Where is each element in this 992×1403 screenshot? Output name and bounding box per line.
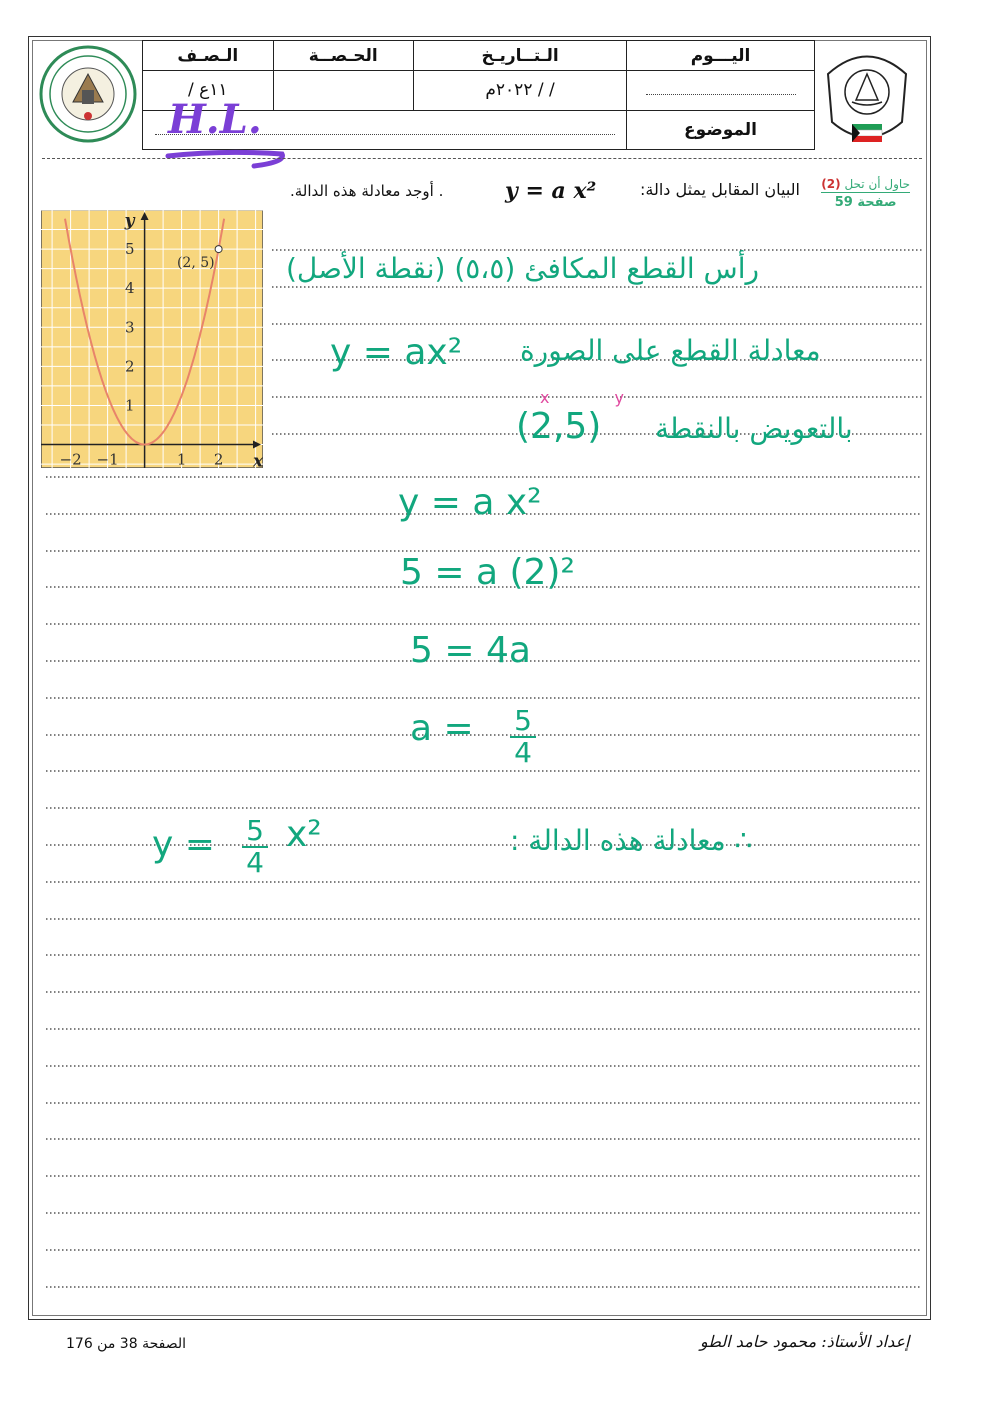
hw-step-4-denominator: 4 xyxy=(514,736,532,769)
y-tick-label: 2 xyxy=(125,357,135,376)
school-logo xyxy=(38,44,138,144)
hw-step-2: 5 = a (2)² xyxy=(400,552,575,593)
class-value[interactable]: ١١ع / xyxy=(143,71,274,110)
author-credit: إعداد الأستاذ: محمود حامد الطو xyxy=(700,1332,910,1351)
problem-statement xyxy=(290,176,920,216)
hw-line-form-text: معادلة القطع على الصورة xyxy=(520,334,821,367)
state-emblem xyxy=(818,44,916,152)
hw-line-vertex: رأس القطع المكافئ (٥،٥) (نقطة الأصل) xyxy=(286,252,760,285)
hw-final-numerator: 5 xyxy=(246,814,264,847)
hw-step-3: 5 = 4a xyxy=(410,630,531,671)
page-reference: صفحة 59 xyxy=(821,192,910,211)
day-value[interactable] xyxy=(627,71,815,110)
hw-line-form-eq: y = ax² xyxy=(330,332,463,373)
topic-label: الموضوع xyxy=(627,110,815,149)
y-tick-label: 5 xyxy=(125,240,135,259)
class-label: الـصـف xyxy=(143,41,274,71)
parabola-graph xyxy=(41,210,263,468)
page-number: الصفحة 38 من 176 xyxy=(66,1336,186,1352)
highlight-point xyxy=(215,246,222,253)
hw-step-4-numerator: 5 xyxy=(514,704,532,737)
hw-step-4-lhs: a = xyxy=(410,708,474,749)
y-tick-label: 1 xyxy=(125,396,135,415)
hw-final-lhs: y = xyxy=(152,824,215,865)
x-tick-label: 1 xyxy=(176,450,187,468)
try-number: (2) xyxy=(821,177,841,191)
x-axis-label: x xyxy=(253,451,263,468)
hw-step-1: y = a x² xyxy=(398,482,542,523)
hw-line-substitute-point: (2,5) xyxy=(516,406,602,447)
x-tick-label: −1 xyxy=(96,450,119,468)
x-tick-label: −2 xyxy=(59,450,82,468)
equation: y = a x² xyxy=(505,178,597,204)
y-tick-label: 3 xyxy=(125,318,135,337)
date-label: الـتــاريـخ xyxy=(414,41,627,71)
hw-line-substitute-text: بالتعويض بالنقطة xyxy=(655,412,853,445)
try-text: حاول أن تحل xyxy=(844,177,910,191)
hw-final-text: ∴ معادلة هذه الدالة : xyxy=(510,824,753,857)
hw-step-4-fraction xyxy=(508,706,538,768)
day-label: اليـــوم xyxy=(627,41,815,71)
hol-underline xyxy=(164,146,288,172)
y-tick-label: 4 xyxy=(125,279,135,298)
instruction-text: . أوجد معادلة هذه الدالة. xyxy=(290,182,444,200)
period-label: الحـصــة xyxy=(273,41,414,71)
x-tick-label: 2 xyxy=(213,450,224,468)
hw-final-fraction xyxy=(240,816,270,878)
date-value[interactable]: / / ٢٠٢٢م xyxy=(414,71,627,110)
question-text: البيان المقابل يمثل دالة: xyxy=(639,180,800,199)
point-label: (2, 5) xyxy=(176,255,215,272)
try-label xyxy=(821,176,910,211)
hw-final-x: x² xyxy=(286,814,322,855)
y-axis-label: y xyxy=(124,211,135,231)
period-value[interactable] xyxy=(273,71,414,110)
hw-final-denominator: 4 xyxy=(246,846,264,879)
header-separator xyxy=(42,158,922,159)
hol-annotation: H.L. xyxy=(168,96,262,143)
hw-xy-marks: x y xyxy=(540,388,655,407)
